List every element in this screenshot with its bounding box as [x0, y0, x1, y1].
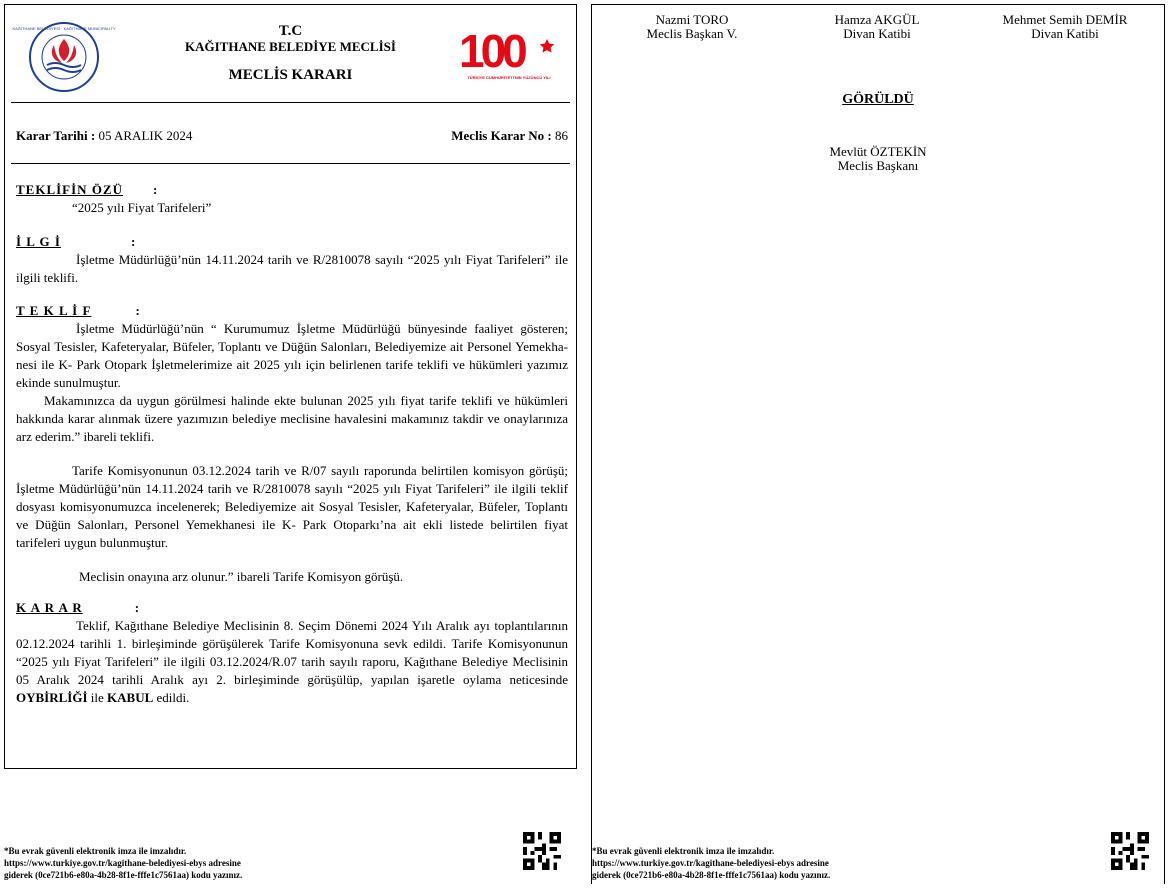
footer-left-line2[interactable]: https://www.turkiye.gov.tr/kagithane-belediyesi-ebys adresine	[4, 858, 241, 868]
karar-end: edildi.	[153, 690, 190, 705]
ilgi-text: İşletme Müdürlüğü’nün 14.11.2024 tarih ve R/2810078 sayılı “2025 yılı Fiyat Tarifeleri” ile ilgili teklifi.	[16, 252, 568, 285]
header-divider	[11, 102, 570, 103]
teklif-paragraph-3: Tarife Komisyonunun 03.12.2024 tarih ve R/07 sayılı raporunda belirtilen komisyon görüşü; İşletme Müdürlüğü’nün 14.11.2024 tarih ve R/2810078 sayılı “2025 yılı Fiyat Tarifeleri” ile ilgili teklif dosyası komisyonumuzca incelenerek; Belediyemize ait Sosyal Tesisler, Kafeteryalar, Büfeler, Toplantı ve Düğün Salonları, Personel Yemekhanesi ile K- Park Otoparkı’na ait ekli listede belirtilen fiyat tarifeleri uygun bulunmuştur.	[16, 463, 568, 550]
decision-no-label: Meclis Karar No :	[451, 128, 552, 143]
header-tc: T.C	[278, 23, 303, 39]
signatory-2-name: Hamza AKGÜL	[834, 12, 920, 27]
decision-page-1	[4, 4, 577, 769]
karar-text	[16, 617, 568, 707]
section-teklif	[16, 302, 568, 586]
signatory-2-title: Divan Katibi	[843, 26, 911, 41]
ozu-text: “2025 yılı Fiyat Tarifeleri”	[72, 200, 212, 215]
qr-code-right	[1111, 832, 1149, 870]
ozu-title: TEKLİFİN ÖZÜ	[16, 182, 123, 197]
seal-text: KAĞITHANE BELEDİYESİ · KAĞITHANE MUNICIPALITY	[12, 26, 116, 31]
karar-accepted: KABUL	[107, 690, 154, 705]
centennial-caption: TÜRKİYE CUMHURİYETİ'NİN YÜZÜNCÜ YILI	[467, 75, 551, 80]
section-karar	[16, 599, 568, 707]
centennial-logo	[457, 25, 559, 85]
signatory-2	[787, 13, 967, 41]
decision-no-value: 86	[555, 128, 568, 143]
karar-colon: :	[134, 600, 140, 615]
goruldu-heading: GÖRÜLDÜ	[842, 92, 914, 107]
header-decision: MECLİS KARARI	[228, 67, 353, 83]
decision-page-2	[591, 4, 1165, 884]
teklif-paragraph-4: Meclisin onayına arz olunur.” ibareli Tarife Komisyon görüşü.	[79, 569, 404, 584]
ilgi-colon: :	[130, 234, 136, 249]
footer-left	[4, 845, 324, 881]
teklif-paragraph-1: İşletme Müdürlüğü’nün “ Kurumumuz İşletme Müdürlüğü bünyesinde faaliyet gösteren; Sosyal Tesisler, Kafeteryalar, Büfeler, Toplantı ve Düğün Salonları, Belediyemize ait Personel Yemekha- nesi ile K- Park Otopark İşletmelerimize ait 2025 yılı için belirlenen tarife teklifi ve hükümleri yazımız ekinde sunulmuştur.	[16, 321, 568, 390]
ilgi-title: İ L G İ	[16, 234, 61, 249]
footer-left-line1: *Bu evrak güvenli elektronik imza ile imzalıdır.	[4, 846, 187, 856]
council-chair-name: Mevlüt ÖZTEKİN	[829, 144, 927, 159]
signatory-1	[602, 13, 782, 41]
ozu-colon: :	[153, 182, 158, 197]
decision-date-label: Karar Tarihi :	[16, 128, 96, 143]
footer-right	[592, 845, 912, 881]
qr-code-left	[523, 832, 561, 870]
teklif-colon: :	[135, 303, 140, 318]
section-ilgi	[16, 233, 568, 287]
decision-meta-row	[16, 127, 568, 145]
footer-left-line3: giderek (0ce721b6-e80a-4b28-8f1e-fffe1c7561aa) kodu yazınız.	[4, 870, 243, 880]
karar-title: K A R A R	[16, 600, 83, 615]
footer-right-line1: *Bu evrak güvenli elektronik imza ile imzalıdır.	[592, 846, 775, 856]
meta-divider	[11, 163, 570, 164]
footer-right-line2[interactable]: https://www.turkiye.gov.tr/kagithane-belediyesi-ebys adresine	[592, 858, 829, 868]
teklif-title: T E K L İ F	[16, 303, 92, 318]
council-chair	[788, 145, 968, 173]
header-council: KAĞITHANE BELEDİYE MECLİSİ	[185, 39, 396, 54]
teklif-paragraph-2: Makamınızca da uygun görülmesi halinde ekte bulunan 2025 yılı fiyat tarife teklifi ve hükümleri hakkında karar alınmak üzere yazımızın belediye meclisine havalesini makamınız takdir ve onaylarınıza arz ederim.” ibareli teklifi.	[16, 393, 568, 444]
section-ozu	[16, 181, 568, 217]
signatory-1-title: Meclis Başkan V.	[646, 26, 738, 41]
karar-body: Teklif, Kağıthane Belediye Meclisinin 8. Seçim Dönemi 2024 Yılı Aralık ayı toplantılarının 02.12.2024 tarihli 1. birleşiminde görüşülerek Tarife Komisyonuna sevk edildi. Tarife Komisyonunun “2025 yılı Fiyat Tarifeleri” ile ilgili 03.12.2024/R.07 tarih sayılı raporu, Kağıthane Belediye Meclisinin 05 Aralık 2024 tarihli Aralık ayı 2. birleşiminde görüşülüp, yapılan işaretle oylama neticesinde	[16, 618, 568, 687]
council-chair-title: Meclis Başkanı	[837, 158, 919, 173]
signatory-3-title: Divan Katibi	[1031, 26, 1099, 41]
signatory-3	[975, 13, 1155, 41]
centennial-number: 100	[459, 25, 524, 77]
footer-right-line3: giderek (0ce721b6-e80a-4b28-8f1e-fffe1c7561aa) kodu yazınız.	[592, 870, 831, 880]
signatory-3-name: Mehmet Semih DEMİR	[1002, 12, 1128, 27]
signatory-1-name: Nazmi TORO	[655, 12, 729, 27]
karar-unanimous: OYBİRLİĞİ	[16, 690, 88, 705]
karar-mid: ile	[87, 690, 108, 705]
decision-date-value: 05 ARALIK 2024	[98, 128, 193, 143]
